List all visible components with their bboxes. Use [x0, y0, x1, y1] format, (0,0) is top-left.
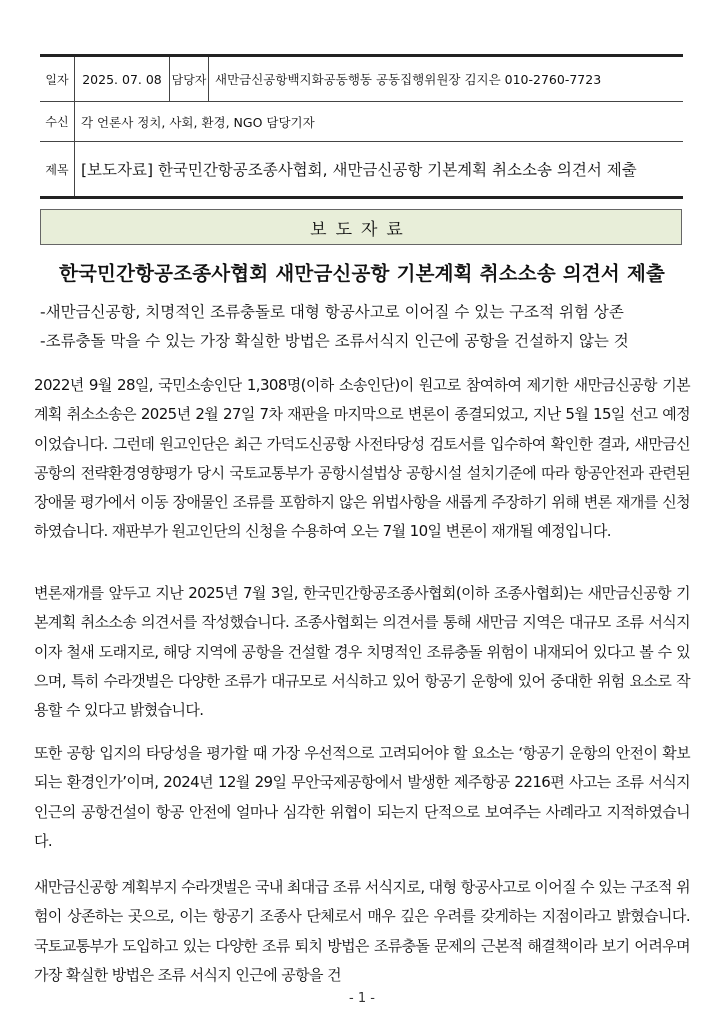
date-label: 일자: [40, 56, 75, 102]
headline: 한국민간항공조종사협회 새만금신공항 기본계획 취소소송 의견서 제출: [58, 262, 666, 285]
page-number: - 1 -: [349, 991, 375, 1006]
subject-value: [보도자료] 한국민간항공조종사협회, 새만금신공항 기본계획 취소소송 의견서 제출: [75, 142, 684, 198]
subhead-1: -새만금신공항, 치명적인 조류충돌로 대형 항공사고로 이어질 수 있는 구조적 위험 상존: [40, 303, 624, 321]
manager-value: 새만금신공항백지화공동행동 공동집행위원장 김지은 010-2760-7723: [209, 56, 684, 102]
subhead-2: -조류충돌 막을 수 있는 가장 확실한 방법은 조류서식지 인근에 공항을 건설하지 않는 것: [40, 332, 629, 350]
recipient-value: 각 언론사 정치, 사회, 환경, NGO 담당기자: [75, 102, 684, 142]
body-paragraph-4: 새만금신공항 계획부지 수라갯벌은 국내 최대급 조류 서식지로, 대형 항공사고로 이어질 수 있는 구조적 위험이 상존하는 곳으로, 이는 항공기 조종사 단체로서 매우 깊은 우려를 갖게하는 지점이라고 밝혔습니다. 국토교통부가 도입하고 있는 다양한 조류 퇴치 방법은 조류충돌 문제의 근본적 해결책이라 보기 어려우며 가장 확실한 방법은 조류 서식지 인근에 공항을 건: [34, 878, 690, 984]
recipient-label: 수신: [40, 102, 75, 142]
date-value: 2025. 07. 08: [75, 56, 170, 102]
subject-label: 제목: [40, 142, 75, 198]
body-paragraph-2: 변론재개를 앞두고 지난 2025년 7월 3일, 한국민간항공조종사협회(이하 조종사협회)는 새만금신공항 기본계획 취소소송 의견서를 작성했습니다. 조종사협회는 의견서를 통해 새만금 지역은 대규모 조류 서식지이자 철새 도래지로, 해당 지역에 공항을 건설할 경우 치명적인 조류충돌 위험이 내재되어 있다고 볼 수 있으며, 특히 수라갯벌은 다양한 조류가 대규모로 서식하고 있어 항공기 운항에 있어 중대한 위험 요소로 작용할 수 있다고 밝혔습니다.: [34, 584, 690, 720]
body-paragraph-3: 또한 공항 입지의 타당성을 평가할 때 가장 우선적으로 고려되어야 할 요소는 ‘항공기 운항의 안전이 확보되는 환경인가’이며, 2024년 12월 29일 무안국제공항에서 발생한 제주항공 2216편 사고는 조류 서식지 인근의 공항건설이 항공 안전에 얼마나 심각한 위협이 되는지 단적으로 보여주는 사례라고 지적하였습니다.: [34, 744, 690, 850]
manager-label: 담당자: [170, 56, 209, 102]
body-paragraph-1: 2022년 9월 28일, 국민소송인단 1,308명(이하 소송인단)이 원고로 참여하여 제기한 새만금신공항 기본계획 취소소송은 2025년 2월 27일 7차 재판을 마지막으로 변론이 종결되었고, 지난 5월 15일 선고 예정이었습니다. 그런데 원고인단은 최근 가덕도신공항 사전타당성 검토서를 입수하여 확인한 결과, 새만금신공항의 전략환경영향평가 당시 국토교통부가 공항시설법상 공항시설 설치기준에 따라 항공안전과 관련된 장애물 평가에서 이동 장애물인 조류를 포함하지 않은 위법사항을 새롭게 주장하기 위해 변론 재개를 신청하였습니다. 재판부가 원고인단의 신청을 수용하여 오는 7월 10일 변론이 재개될 예정입니다.: [34, 376, 690, 541]
header-info-table: [40, 54, 683, 199]
press-release-banner: 보도자료: [40, 209, 682, 245]
